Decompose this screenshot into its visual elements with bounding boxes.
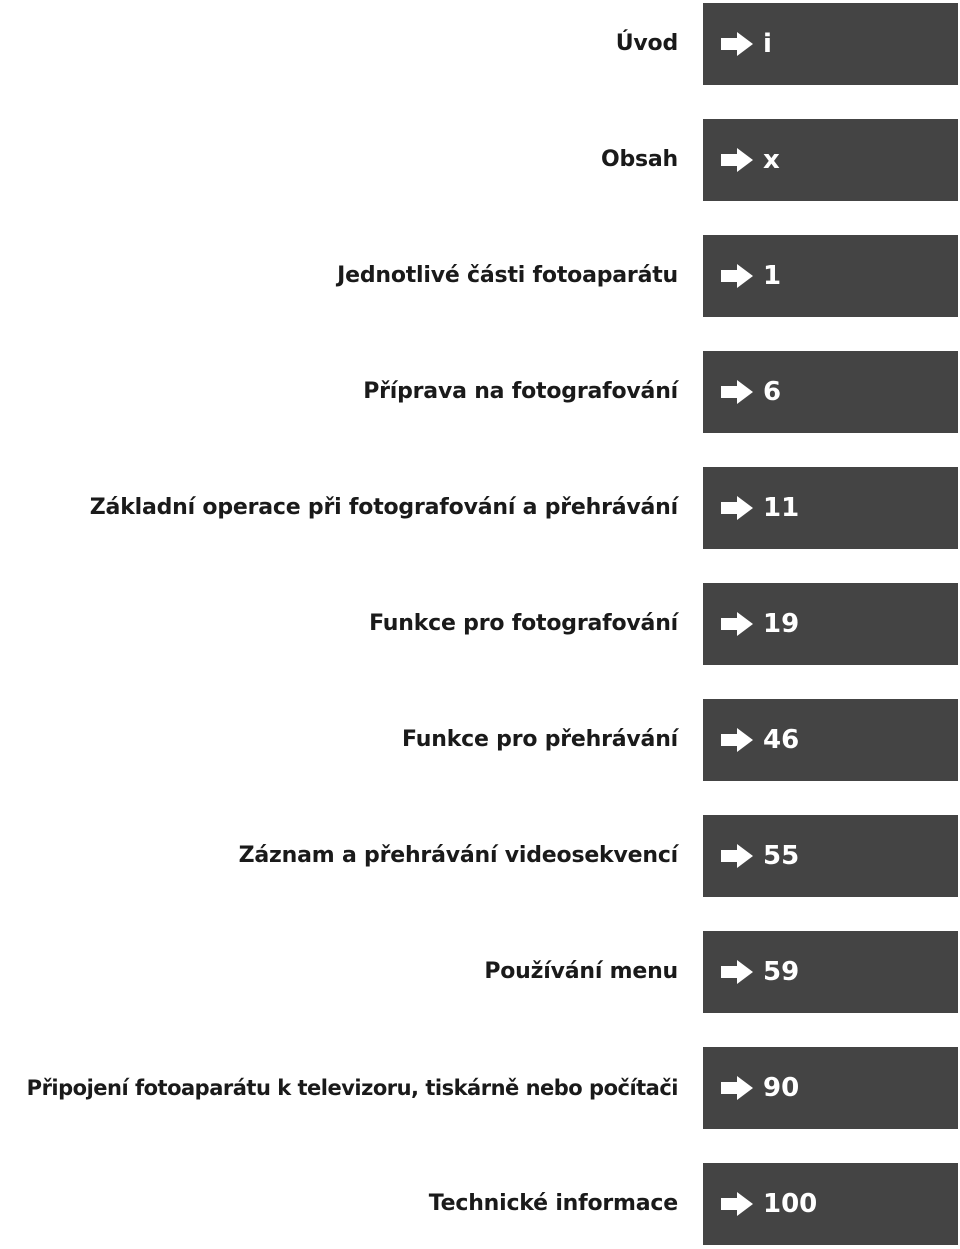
toc-entry-title: Funkce pro fotografování [369, 611, 678, 636]
toc-page-number: 46 [763, 725, 800, 755]
toc-entry-title: Technické informace [428, 1191, 678, 1216]
arrow-right-icon [719, 146, 755, 174]
arrow-right-icon [719, 30, 755, 58]
toc-entry-title: Záznam a přehrávání videosekvencí [238, 843, 678, 868]
toc-entry-funkce-prehravani[interactable] [0, 699, 960, 781]
toc-entry-technicke-informace[interactable] [0, 1163, 960, 1245]
toc-entry-uvod[interactable] [0, 3, 960, 85]
toc-entry-zaznam-videosekvenci[interactable] [0, 815, 960, 897]
toc-entry-title: Obsah [600, 147, 678, 172]
toc-entry-zakladni-operace[interactable] [0, 467, 960, 549]
toc-page-tab[interactable] [703, 931, 958, 1013]
toc-page-tab[interactable] [703, 235, 958, 317]
arrow-right-icon [719, 378, 755, 406]
toc-entry-obsah[interactable] [0, 119, 960, 201]
toc-entry-title: Funkce pro přehrávání [402, 727, 678, 752]
toc-entry-title: Základní operace při fotografování a přehrávání [89, 495, 678, 520]
toc-page-number: x [763, 145, 780, 175]
toc-page-tab[interactable] [703, 815, 958, 897]
toc-page-number: 19 [763, 609, 800, 639]
arrow-right-icon [719, 958, 755, 986]
arrow-right-icon [719, 1074, 755, 1102]
toc-entry-title: Připojení fotoaparátu k televizoru, tiskárně nebo počítači [26, 1076, 678, 1100]
toc-page-number: 11 [763, 493, 800, 523]
toc-page-tab[interactable] [703, 467, 958, 549]
toc-entry-title: Úvod [615, 31, 678, 56]
toc-page-tab[interactable] [703, 3, 958, 85]
arrow-right-icon [719, 726, 755, 754]
toc-page-tab[interactable] [703, 1047, 958, 1129]
toc-page-tab[interactable] [703, 699, 958, 781]
toc-entry-pripojeni[interactable] [0, 1047, 960, 1129]
arrow-right-icon [719, 842, 755, 870]
toc-entry-title: Používání menu [484, 959, 678, 984]
toc-entry-jednotlive-casti[interactable] [0, 235, 960, 317]
toc-page-number: 6 [763, 377, 782, 407]
toc-page-tab[interactable] [703, 1163, 958, 1245]
toc-entry-priprava[interactable] [0, 351, 960, 433]
toc-entry-title: Jednotlivé části fotoaparátu [337, 263, 678, 288]
toc-entry-title: Příprava na fotografování [363, 379, 678, 404]
arrow-right-icon [719, 1190, 755, 1218]
arrow-right-icon [719, 610, 755, 638]
toc-page-number: 1 [763, 261, 782, 291]
toc-entry-pouzivani-menu[interactable] [0, 931, 960, 1013]
toc-page-tab[interactable] [703, 119, 958, 201]
toc-page-tab[interactable] [703, 583, 958, 665]
toc-page-tab[interactable] [703, 351, 958, 433]
toc-page-number: i [763, 29, 772, 59]
toc-page-number: 55 [763, 841, 800, 871]
arrow-right-icon [719, 494, 755, 522]
arrow-right-icon [719, 262, 755, 290]
toc-entry-funkce-fotografovani[interactable] [0, 583, 960, 665]
toc-page-number: 90 [763, 1073, 800, 1103]
toc-page-number: 100 [763, 1189, 818, 1219]
toc-page-number: 59 [763, 957, 800, 987]
